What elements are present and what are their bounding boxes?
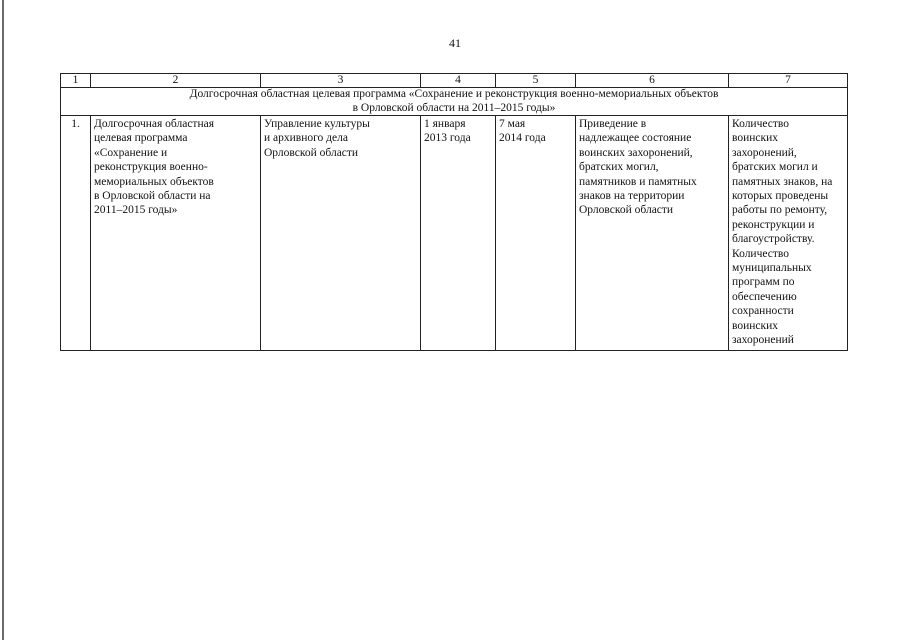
column-number-4: 4 — [421, 74, 496, 88]
scan-left-edge — [2, 0, 4, 640]
indicator-line: программ по — [732, 276, 795, 289]
column-number-3: 3 — [261, 74, 421, 88]
indicator-line: воинских — [732, 319, 779, 332]
indicator-line: муниципальных — [732, 262, 812, 275]
page-number: 41 — [449, 36, 461, 50]
end-date-cell — [496, 116, 576, 351]
indicator-line: братских могил и — [732, 161, 818, 174]
expected-result-line: знаков на территории — [579, 190, 685, 203]
column-number-1: 1 — [61, 74, 91, 88]
indicator-line: которых проведены — [732, 190, 829, 203]
indicators-cell — [729, 116, 848, 351]
indicator-line: воинских — [732, 132, 779, 145]
section-title-row — [61, 88, 848, 116]
indicator-line: Количество — [732, 247, 789, 260]
end-date-line: 2014 года — [499, 132, 546, 145]
program-name-line: Долгосрочная областная — [94, 118, 214, 130]
expected-result-line: братских могил, — [579, 161, 659, 174]
program-name-cell — [91, 116, 261, 351]
program-name-line: мемориальных объектов — [94, 175, 214, 188]
expected-result-line: воинских захоронений, — [579, 146, 693, 159]
column-number-2: 2 — [91, 74, 261, 88]
indicator-line: обеспечению — [732, 290, 797, 303]
expected-result-line: Приведение в — [579, 118, 647, 130]
section-title-line-2: в Орловской области на 2011–2015 годы» — [352, 101, 556, 114]
program-name-line: «Сохранение и — [94, 146, 168, 159]
start-date-cell — [421, 116, 496, 351]
executor-line: и архивного дела — [264, 132, 348, 145]
column-number-6: 6 — [576, 74, 729, 88]
program-name-line: 2011–2015 годы» — [94, 204, 178, 217]
indicator-line: памятных знаков, на — [732, 175, 833, 188]
section-title-line-1: Долгосрочная областная целевая программа «Сохранение и реконструкция военно-мемориальных объектов — [189, 88, 719, 100]
row-number: 1. — [61, 116, 91, 351]
indicator-line: захоронений — [732, 334, 794, 347]
expected-result-line: Орловской области — [579, 204, 674, 217]
indicator-line: захоронений, — [732, 146, 797, 159]
column-number-7: 7 — [729, 74, 848, 88]
indicator-line: сохранности — [732, 305, 794, 318]
column-number-row — [61, 74, 848, 88]
executor-line: Управление культуры — [264, 118, 370, 130]
executor-line: Орловской области — [264, 146, 359, 159]
start-date-line: 2013 года — [424, 132, 471, 145]
expected-result-cell — [576, 116, 729, 351]
start-date-line: 1 января — [424, 118, 466, 130]
indicator-line: Количество — [732, 118, 789, 130]
program-name-line: реконструкция военно- — [94, 161, 208, 174]
expected-result-line: надлежащее состояние — [579, 132, 692, 145]
column-number-5: 5 — [496, 74, 576, 88]
indicator-line: благоустройству. — [732, 233, 815, 246]
table-row — [61, 116, 848, 351]
expected-result-line: памятников и памятных — [579, 175, 697, 188]
executor-cell — [261, 116, 421, 351]
indicator-line: реконструкции и — [732, 218, 815, 231]
program-table — [60, 73, 848, 351]
end-date-line: 7 мая — [499, 118, 526, 130]
program-name-line: в Орловской области на — [94, 190, 211, 203]
indicator-line: работы по ремонту, — [732, 204, 828, 217]
section-title — [61, 88, 848, 116]
program-name-line: целевая программа — [94, 132, 188, 145]
